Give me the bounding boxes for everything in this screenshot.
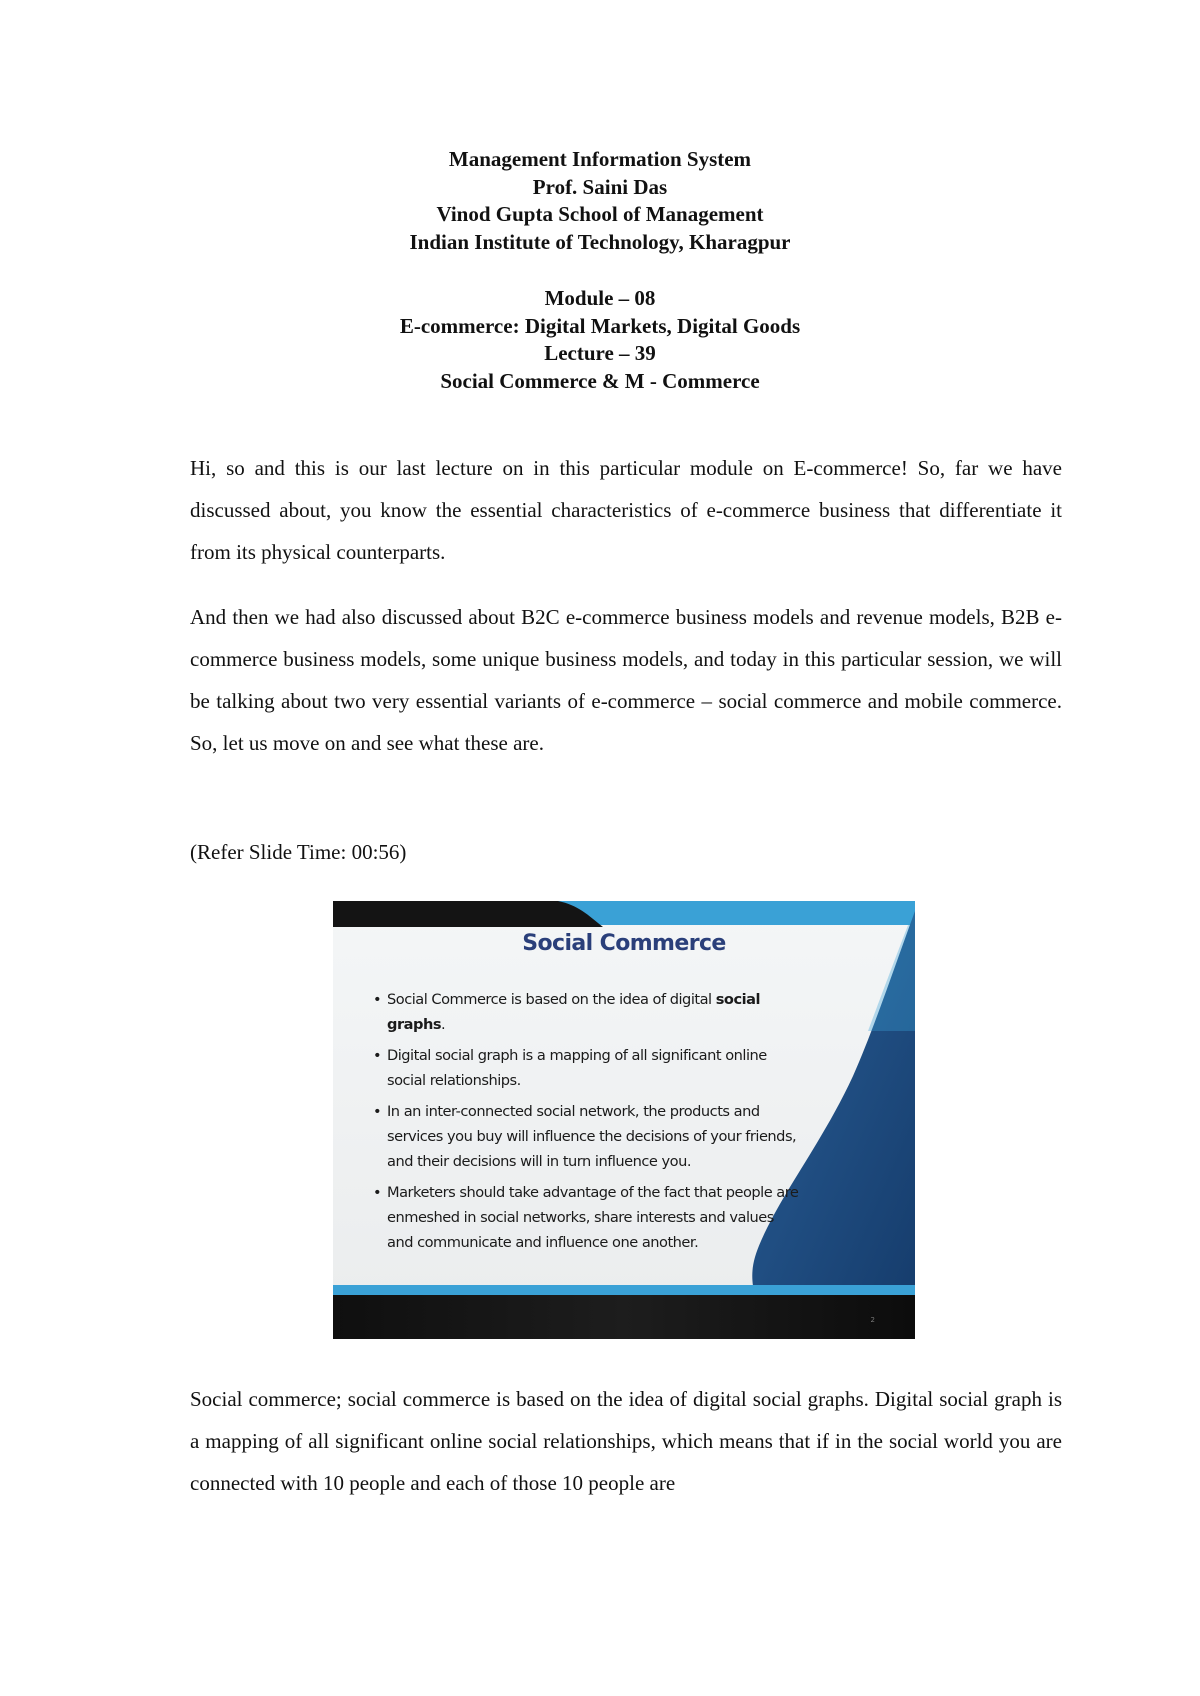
bullet-dot: •	[373, 1184, 382, 1201]
slide-title: Social Commerce	[522, 931, 726, 956]
bullet-text-bold: social graphs	[387, 991, 760, 1033]
lecture-header	[0, 285, 1200, 395]
course-header	[0, 146, 1200, 256]
slide-bullet-list	[373, 987, 803, 1261]
slide-time-reference: (Refer Slide Time: 00:56)	[190, 840, 407, 864]
slide-bullet	[373, 987, 803, 1037]
slide-bullet	[373, 1043, 803, 1093]
lecture-slide	[333, 901, 915, 1339]
slide-bullet	[373, 1180, 803, 1255]
slide-bullet	[373, 1099, 803, 1174]
paragraph-social-commerce: Social commerce; social commerce is based on the idea of digital social graphs. Digital social graph is a mapping of all significant online social relationships, which means that if in the social world you are connected with 10 people and each of those 10 people are	[190, 1387, 1062, 1495]
bullet-text: In an inter-connected social network, the products and services you buy will influence the decisions of your friends, and their decisions will in turn influence you.	[387, 1103, 797, 1170]
bullet-text: Social Commerce is based on the idea of digital	[387, 991, 716, 1008]
bullet-text: .	[441, 1016, 446, 1033]
institute-name: Indian Institute of Technology, Kharagpur	[409, 229, 791, 254]
paragraph-overview: And then we had also discussed about B2C e-commerce business models and revenue models, B2B e-commerce business models, some unique business models, and today in this particular session, we will be talking about two very essential variants of e-commerce – social commerce and mobile commerce. So, let us move on and see what these are.	[190, 605, 1062, 755]
lecture-number: Lecture – 39	[544, 341, 656, 365]
bullet-text: Marketers should take advantage of the fact that people are enmeshed in social networks, share interests and values and communicate and influence one another.	[387, 1184, 799, 1251]
course-title: Management Information System	[448, 147, 752, 171]
bullet-dot: •	[373, 1047, 382, 1064]
bullet-dot: •	[373, 991, 382, 1008]
bullet-dot: •	[373, 1103, 382, 1120]
slide-page-number: 2	[870, 1316, 875, 1324]
professor-name: Prof. Saini Das	[532, 174, 668, 199]
lecture-title: Social Commerce & M - Commerce	[440, 368, 760, 393]
paragraph-intro: Hi, so and this is our last lecture on in this particular module on E-commerce! So, far we have discussed about, you know the essential characteristics of e-commerce business that differentiate it from its physical counterparts.	[190, 456, 1062, 564]
bullet-text: Digital social graph is a mapping of all significant online social relationships.	[387, 1047, 767, 1089]
school-name: Vinod Gupta School of Management	[436, 202, 764, 226]
module-title: E-commerce: Digital Markets, Digital Goods	[399, 313, 801, 338]
module-number: Module – 08	[544, 286, 656, 310]
